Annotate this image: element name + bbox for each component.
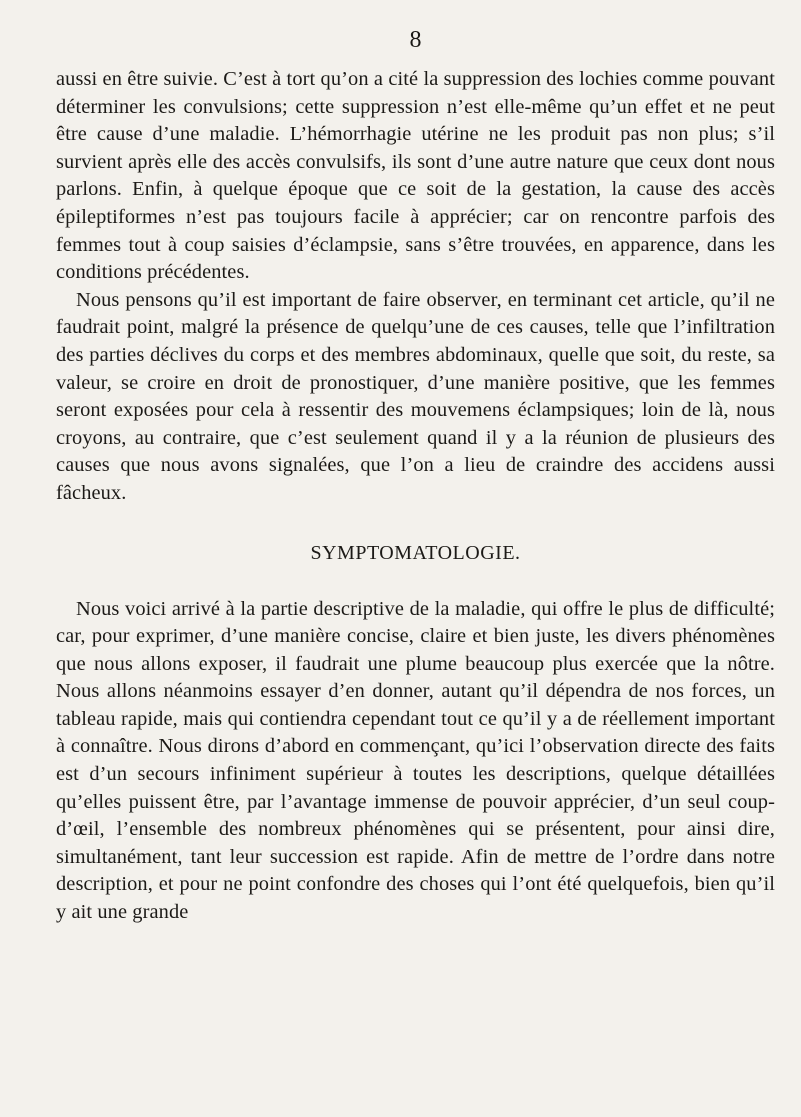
paragraph-3: Nous voici arrivé à la partie descriptive de la maladie, qui offre le plus de difficulté; car, pour exprimer, d’une manière concise, claire et bien juste, les divers phénomènes que nous allons exposer, il faudrait une plume beaucoup plus exercée que la nôtre. Nous allons néanmoins essayer d’en donner, autant qu’il dépendra de nos forces, un tableau rapide, mais qui contiendra cependant tout ce qu’il y a de réellement important à connaître. Nous dirons d’abord en commençant, qu’ici l’observation directe des faits est d’un secours infiniment supérieur à toutes les descriptions, quelque détaillées qu’elles puissent être, par l’avantage immense de pouvoir apprécier, d’un seul coup-d’œil, l’ensemble des nombreux phénomènes qui se présentent, pour ainsi dire, simultanément, tant leur succession est rapide. Afin de mettre de l’ordre dans notre description, et pour ne point confondre des choses qui l’ont été quelquefois, bien qu’il y ait une grande: [56, 597, 775, 924]
paragraph-2: Nous pensons qu’il est important de faire observer, en terminant cet article, qu’il ne faudrait point, malgré la présence de quelqu’une de ces causes, telle que l’infiltration des parties déclives du corps et des membres abdominaux, quelle que soit, du reste, sa valeur, se croire en droit de pronostiquer, d’une manière positive, que les femmes seront exposées pour cela à ressentir des mouvemens éclampsiques; loin de là, nous croyons, au contraire, que c’est seulement quand il y a la réunion de plusieurs des causes que nous avons signalées, que l’on a lieu de craindre des accidens aussi fâcheux.: [56, 288, 775, 504]
page-number: 8: [409, 27, 422, 53]
paragraph-1: aussi en être suivie. C’est à tort qu’on a cité la suppression des lochies comme pouvant déterminer les convulsions; cette suppression n’est elle-même qu’un effet et ne peut être cause d’une maladie. L’hémorrhagie utérine ne les produit pas non plus; s’il survient après elle des accès convulsifs, ils sont d’une autre nature que ceux dont nous parlons. Enfin, à quelque époque que ce soit de la gestation, la cause des accès épileptiformes n’est pas toujours facile à apprécier; car on rencontre parfois des femmes tout à coup saisies d’éclampsie, sans s’être trouvées, en apparence, dans les conditions précédentes.: [56, 68, 775, 284]
paragraphs-after: [56, 596, 775, 927]
paragraphs-before: [56, 66, 775, 508]
section-title: SYMPTOMATOLOGIE.: [310, 541, 521, 564]
